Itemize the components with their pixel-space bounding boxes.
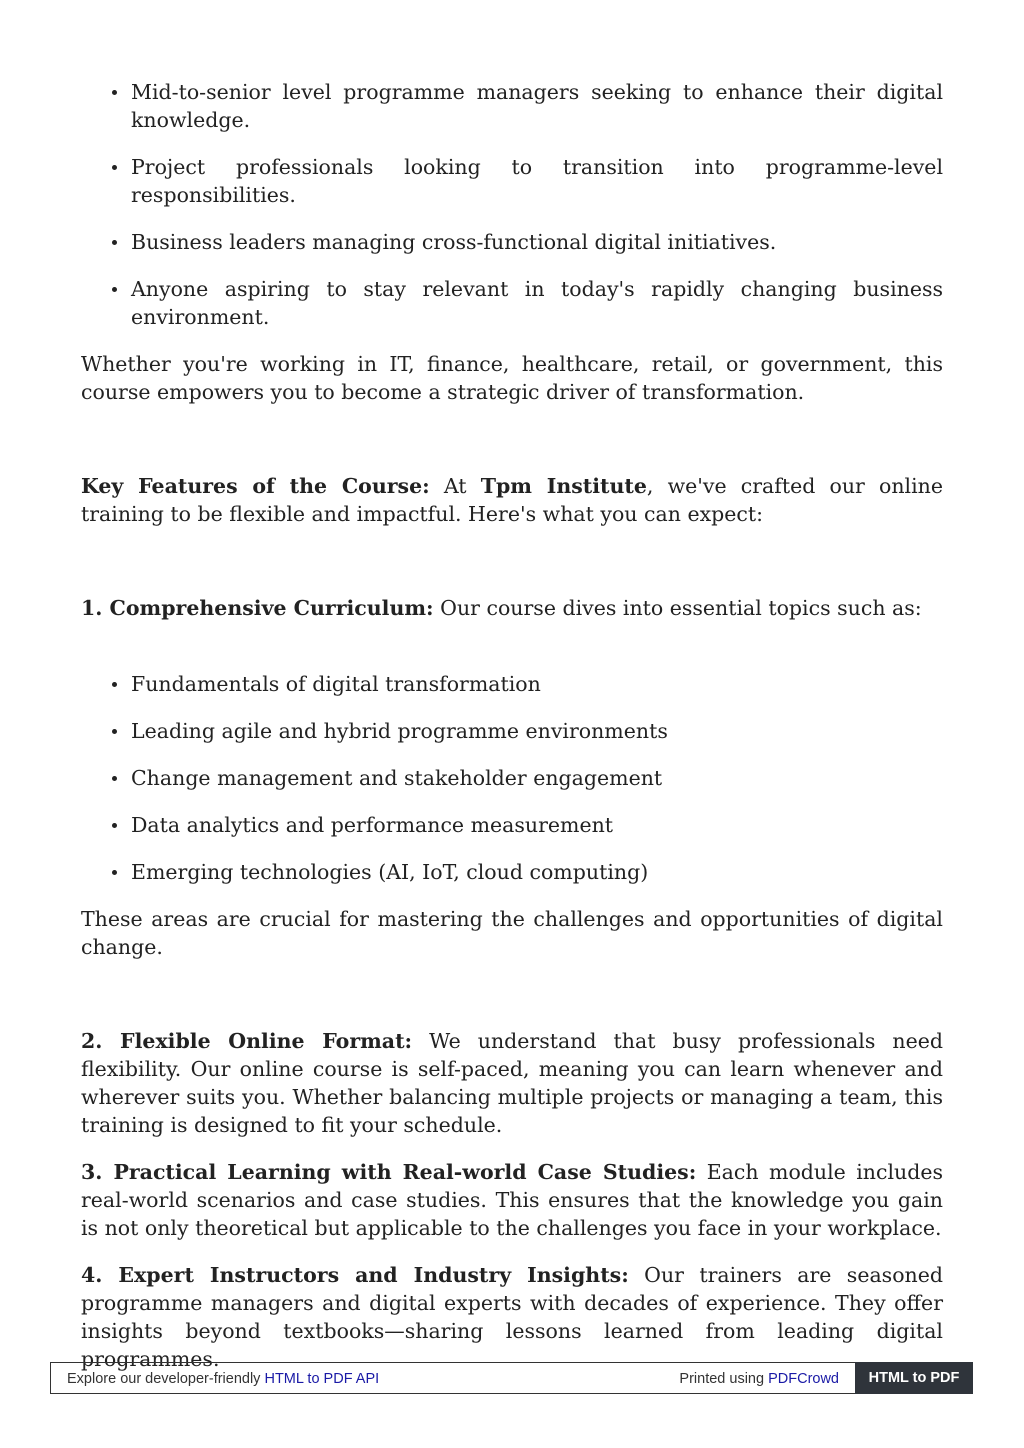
html-to-pdf-badge[interactable]: HTML to PDF <box>855 1362 973 1394</box>
list-item: Anyone aspiring to stay relevant in today's rapidly changing business environment. <box>131 277 943 329</box>
list-item: Emerging technologies (AI, IoT, cloud computing) <box>131 858 943 886</box>
industries-paragraph: Whether you're working in IT, finance, healthcare, retail, or government, this course empowers you to become a strategic driver of transformation. <box>81 352 943 404</box>
curriculum-paragraph: 1. Comprehensive Curriculum: Our course dives into essential topics such as: <box>81 596 922 620</box>
key-features-heading: Key Features of the Course: <box>81 474 430 498</box>
audience-list <box>81 78 943 331</box>
list-item: Change management and stakeholder engagement <box>131 764 943 792</box>
list-item: Leading agile and hybrid programme environments <box>131 717 943 745</box>
institute-name: Tpm Institute <box>480 474 647 498</box>
curriculum-heading: 1. Comprehensive Curriculum: <box>81 596 434 620</box>
list-item: Data analytics and performance measurement <box>131 811 943 839</box>
flexible-heading: 2. Flexible Online Format: <box>81 1029 413 1053</box>
document-body <box>81 78 943 1392</box>
list-item: Fundamentals of digital transformation <box>131 670 943 698</box>
list-item: Project professionals looking to transition into programme-level responsibilities. <box>131 155 943 207</box>
footer-printed: Printed using PDFCrowd <box>679 1371 839 1387</box>
list-item: Business leaders managing cross-functional digital initiatives. <box>131 228 943 256</box>
practical-paragraph: 3. Practical Learning with Real-world Case Studies: Each module includes real-world scenarios and case studies. This ensures that the knowledge you gain is not only theoretical but applicable to the challenges you face in your workplace. <box>81 1160 943 1240</box>
practical-heading: 3. Practical Learning with Real-world Case Studies: <box>81 1160 697 1184</box>
experts-heading: 4. Expert Instructors and Industry Insights: <box>81 1263 629 1287</box>
flexible-paragraph: 2. Flexible Online Format: We understand that busy professionals need flexibility. Our online course is self-paced, meaning you can learn whenever and wherever suits you. Whether balancing multiple projects or managing a team, this training is designed to fit your schedule. <box>81 1029 943 1137</box>
key-features-paragraph: Key Features of the Course: At Tpm Institute, we've crafted our online training to be flexible and impactful. Here's what you can expect: <box>81 474 943 526</box>
html-to-pdf-api-link[interactable]: HTML to PDF API <box>264 1371 380 1387</box>
pdf-footer <box>50 1362 973 1394</box>
list-item: Mid-to-senior level programme managers seeking to enhance their digital knowledge. <box>131 80 943 132</box>
topics-list <box>81 670 943 886</box>
curriculum-closing: These areas are crucial for mastering the challenges and opportunities of digital change. <box>81 907 943 959</box>
footer-explore: Explore our developer-friendly HTML to PDF API <box>67 1371 380 1387</box>
experts-paragraph: 4. Expert Instructors and Industry Insights: Our trainers are seasoned programme managers and digital experts with decades of experience. They offer insights beyond textbooks—sharing lessons learned from leading digital programmes. <box>81 1263 943 1371</box>
pdfcrowd-link[interactable]: PDFCrowd <box>768 1371 839 1387</box>
